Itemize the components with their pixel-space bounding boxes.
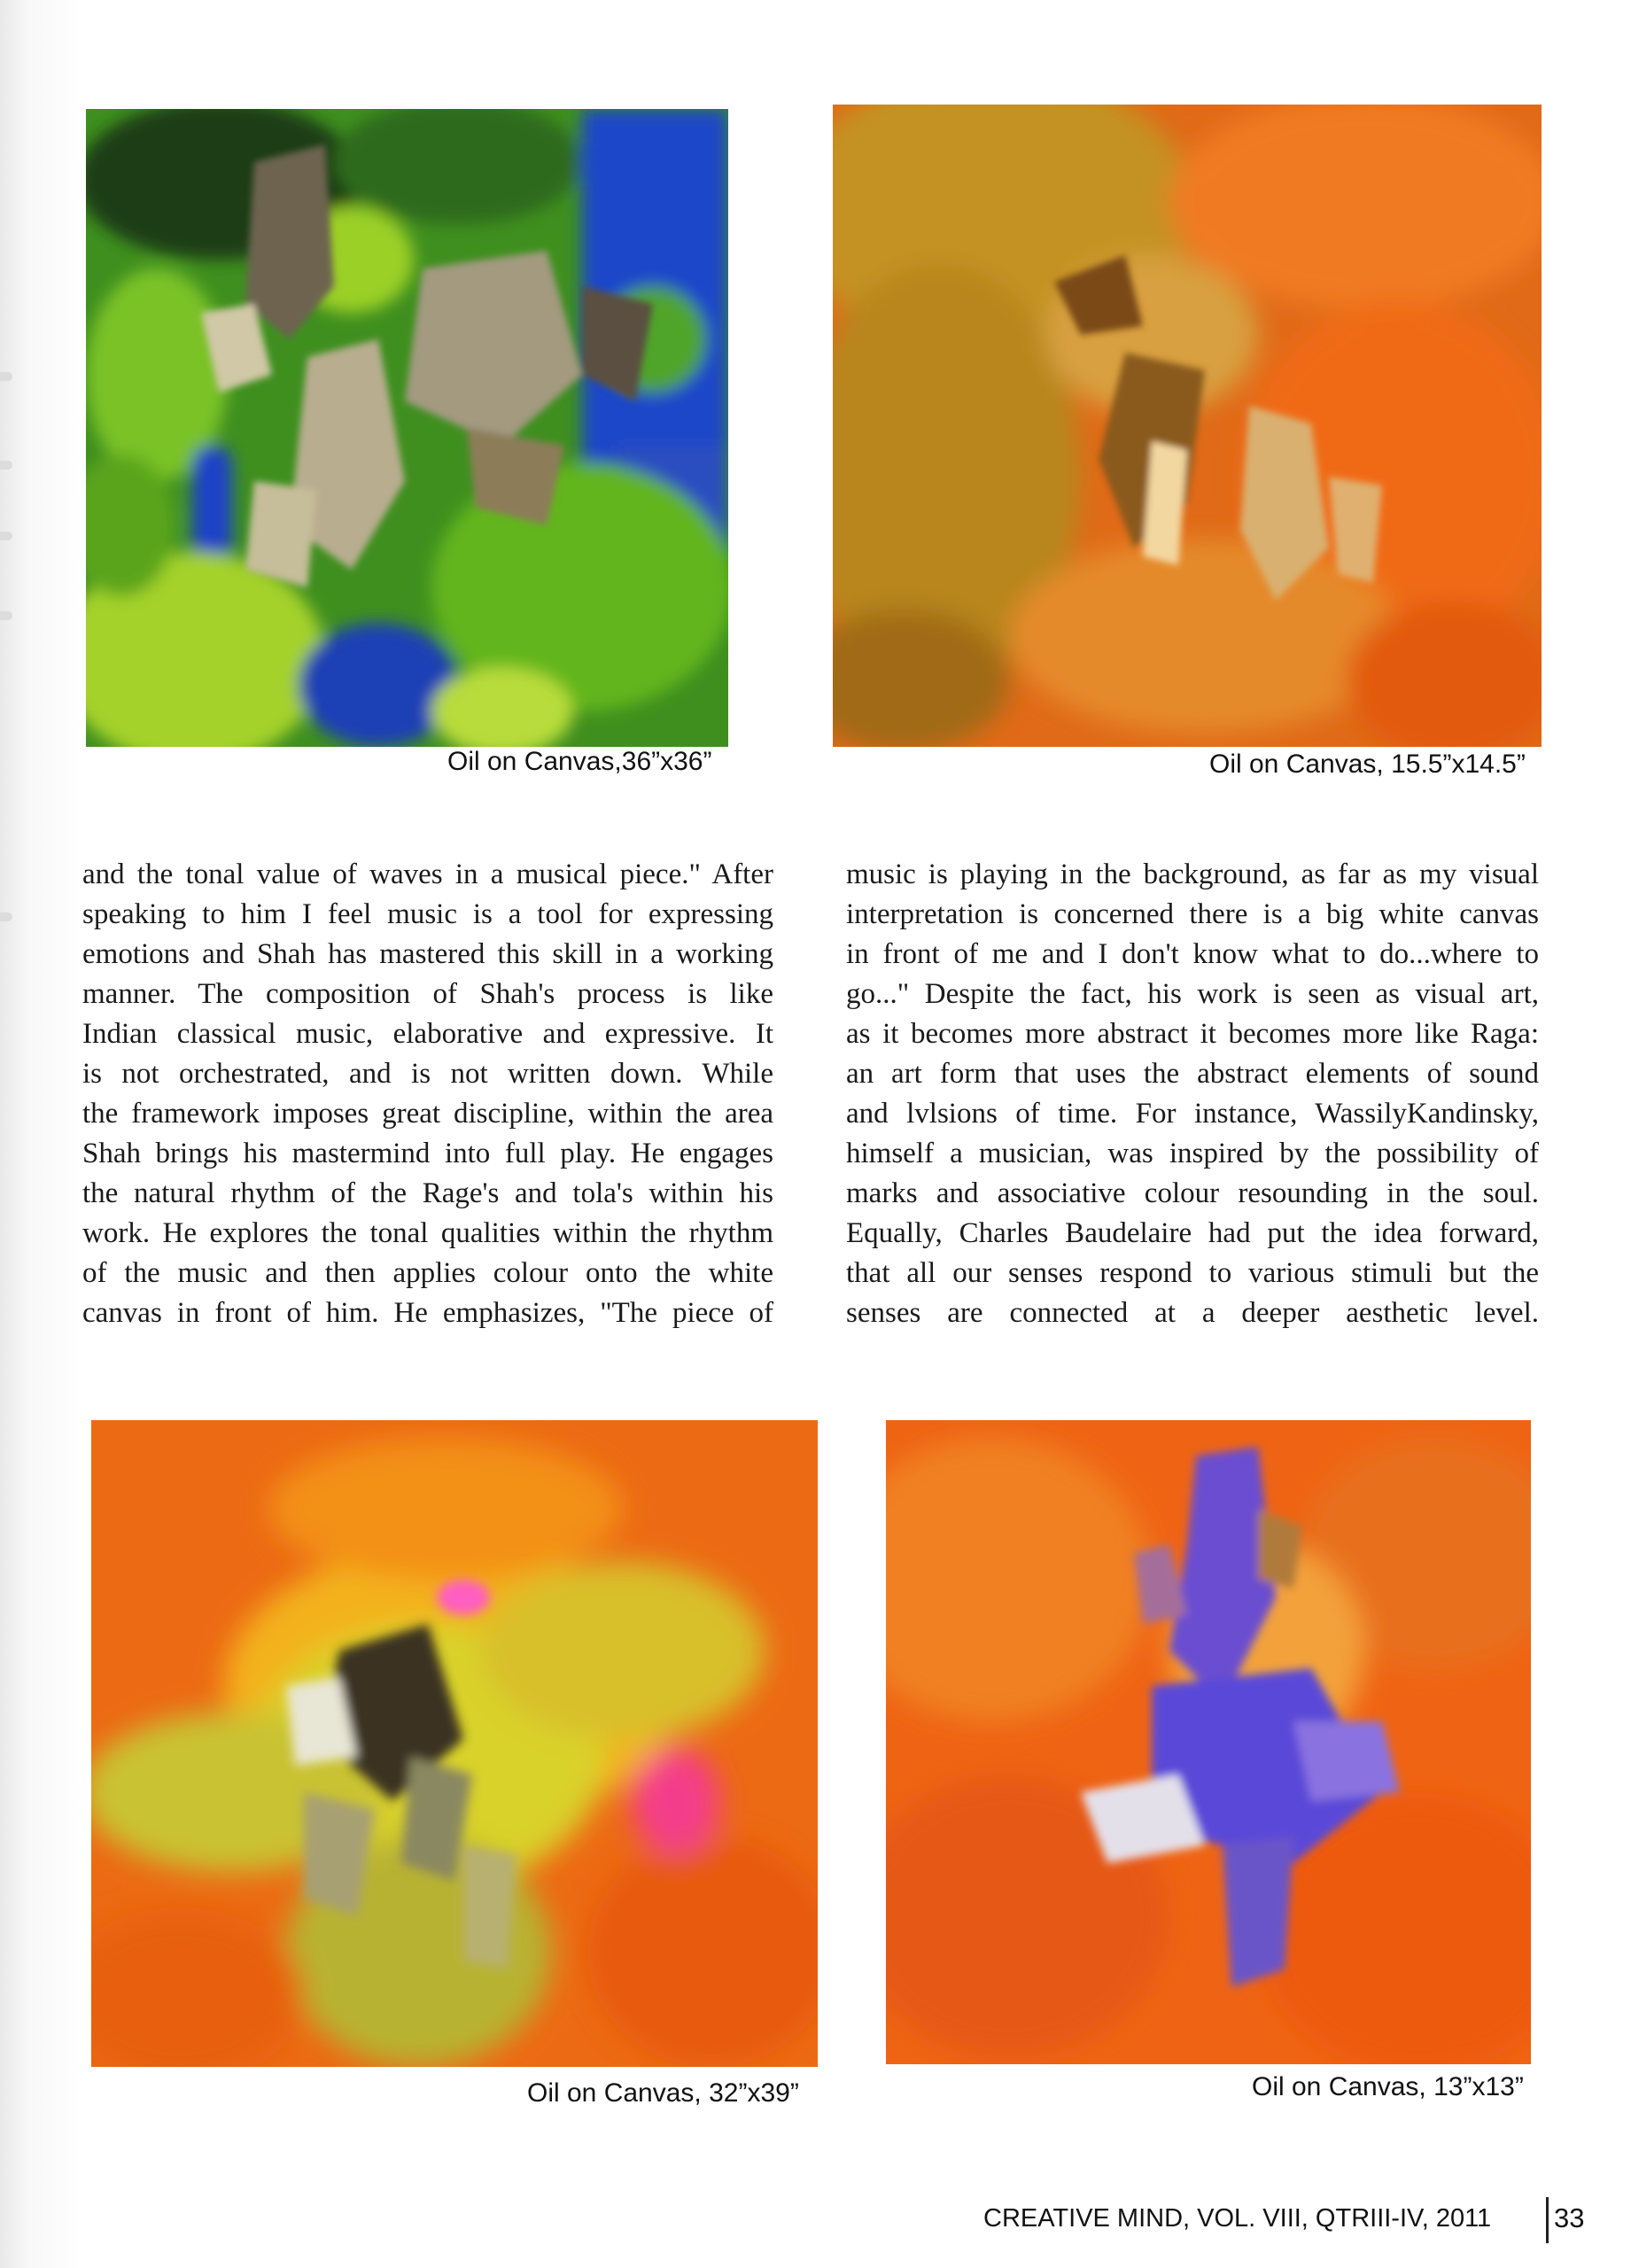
painting-3-image bbox=[91, 1420, 818, 2067]
left-line-7: the framework imposes great discipline, within the area bbox=[82, 1098, 773, 1130]
right-line-5: as it becomes more abstract it becomes more like Raga: bbox=[846, 1018, 1539, 1050]
right-line-2: interpretation is concerned there is a big white canvas bbox=[846, 898, 1539, 930]
right-line-6: an art form that uses the abstract elements of sound bbox=[846, 1058, 1539, 1090]
painting-2-caption: Oil on Canvas, 15.5”x14.5” bbox=[1209, 750, 1526, 779]
left-line-3: emotions and Shah has mastered this skill in a working bbox=[82, 938, 773, 970]
left-line-10: work. He explores the tonal qualities within the rhythm bbox=[82, 1217, 773, 1249]
left-line-2: speaking to him I feel music is a tool for expressing bbox=[82, 898, 773, 930]
right-line-4: go..." Despite the fact, his work is seen as visual art, bbox=[846, 978, 1539, 1010]
painting-2-image bbox=[833, 105, 1542, 747]
left-line-1: and the tonal value of waves in a musical piece." After bbox=[82, 858, 773, 890]
painting-4-image bbox=[886, 1420, 1531, 2064]
article-left-column bbox=[82, 855, 773, 1333]
left-line-12: canvas in front of him. He emphasizes, "The piece of bbox=[82, 1297, 773, 1329]
right-line-12: senses are connected at a deeper aesthetic level. bbox=[846, 1297, 1539, 1329]
painting-3-caption: Oil on Canvas, 32”x39” bbox=[527, 2078, 799, 2108]
left-line-9: the natural rhythm of the Rage's and tola's within his bbox=[82, 1177, 773, 1209]
right-line-9: marks and associative colour resounding in the soul. bbox=[846, 1177, 1539, 1209]
right-line-11: that all our senses respond to various stimuli but the bbox=[846, 1257, 1539, 1289]
publication-footer: CREATIVE MIND, VOL. VIII, QTRIII-IV, 2011 bbox=[983, 2204, 1492, 2233]
left-line-6: is not orchestrated, and is not written down. While bbox=[82, 1058, 773, 1090]
right-line-3: in front of me and I don't know what to do...where to bbox=[846, 938, 1539, 970]
painting-1-image bbox=[86, 109, 728, 747]
left-line-8: Shah brings his mastermind into full play. He engages bbox=[82, 1138, 773, 1169]
footer-divider bbox=[1546, 2197, 1549, 2243]
right-line-1: music is playing in the background, as far as my visual bbox=[846, 858, 1539, 890]
right-line-7: and lvlsions of time. For instance, WassilyKandinsky, bbox=[846, 1098, 1539, 1130]
left-line-5: Indian classical music, elaborative and expressive. It bbox=[82, 1018, 773, 1050]
left-line-4: manner. The composition of Shah's process is like bbox=[82, 978, 773, 1010]
right-line-10: Equally, Charles Baudelaire had put the idea forward, bbox=[846, 1217, 1539, 1249]
left-line-11: of the music and then applies colour onto the white bbox=[82, 1257, 773, 1289]
article-right-column bbox=[846, 855, 1539, 1333]
painting-1-caption: Oil on Canvas,36”x36” bbox=[447, 747, 712, 776]
page-number: 33 bbox=[1554, 2202, 1585, 2233]
painting-4-caption: Oil on Canvas, 13”x13” bbox=[1252, 2072, 1524, 2101]
right-line-8: himself a musician, was inspired by the possibility of bbox=[846, 1138, 1539, 1169]
